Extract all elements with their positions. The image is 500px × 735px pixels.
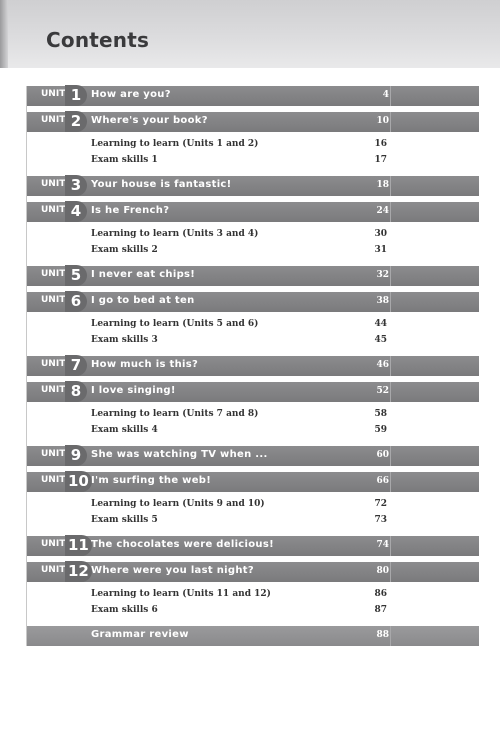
unit-page-number: 80 (376, 566, 389, 576)
subsection-label: Learning to learn (Units 3 and 4) (91, 229, 259, 239)
column-divider (390, 536, 391, 556)
unit-label: UNIT (41, 385, 66, 395)
unit-page-number: 60 (376, 450, 389, 460)
unit-page-number: 46 (376, 360, 389, 370)
column-divider (390, 446, 391, 466)
unit-page-number: 24 (376, 206, 389, 216)
unit-page-number: 38 (376, 296, 389, 306)
unit-row[interactable] (27, 202, 479, 222)
unit-title: Your house is fantastic! (91, 179, 232, 190)
unit-title: How much is this? (91, 359, 199, 370)
subsection-row[interactable] (27, 512, 479, 528)
unit-page-number: 66 (376, 476, 389, 486)
page-title: Contents (46, 28, 150, 52)
subsection-page-number: 87 (374, 605, 387, 615)
unit-subsections (27, 312, 479, 350)
unit-page-number: 4 (382, 90, 389, 100)
unit-row[interactable] (27, 176, 479, 196)
unit-title: I go to bed at ten (91, 295, 195, 306)
unit-subsections (27, 402, 479, 440)
subsection-row[interactable] (27, 136, 479, 152)
subsection-page-number: 16 (374, 139, 387, 149)
subsection-row[interactable] (27, 242, 479, 258)
column-divider (390, 266, 391, 286)
column-divider (390, 202, 391, 222)
unit-subsections (27, 222, 479, 260)
subsection-row[interactable] (27, 496, 479, 512)
unit-number-badge: 12 (65, 561, 92, 582)
subsection-page-number: 58 (374, 409, 387, 419)
grammar-review-row[interactable] (27, 626, 479, 646)
unit-label: UNIT (41, 205, 66, 215)
column-divider (390, 176, 391, 196)
unit-subsections (27, 132, 479, 170)
unit-label: UNIT (41, 89, 66, 99)
subsection-row[interactable] (27, 422, 479, 438)
column-divider (390, 562, 391, 582)
subsection-label: Exam skills 2 (91, 245, 158, 255)
subsection-row[interactable] (27, 586, 479, 602)
unit-number-badge: 6 (65, 291, 87, 312)
unit-label: UNIT (41, 269, 66, 279)
unit-number-badge: 9 (65, 445, 87, 466)
subsection-page-number: 72 (374, 499, 387, 509)
subsection-label: Exam skills 3 (91, 335, 158, 345)
column-divider (390, 472, 391, 492)
unit-title: Where's your book? (91, 115, 208, 126)
unit-number-badge: 4 (65, 201, 87, 222)
subsection-page-number: 59 (374, 425, 387, 435)
unit-row[interactable] (27, 472, 479, 492)
subsection-row[interactable] (27, 316, 479, 332)
contents-table (26, 86, 479, 646)
column-divider (390, 112, 391, 132)
subsection-page-number: 17 (374, 155, 387, 165)
subsection-row[interactable] (27, 406, 479, 422)
unit-label: UNIT (41, 449, 66, 459)
subsection-label: Exam skills 1 (91, 155, 158, 165)
subsection-row[interactable] (27, 602, 479, 618)
unit-title: The chocolates were delicious! (91, 539, 274, 550)
subsection-page-number: 86 (374, 589, 387, 599)
subsection-page-number: 73 (374, 515, 387, 525)
unit-title: I never eat chips! (91, 269, 196, 280)
unit-label: UNIT (41, 179, 66, 189)
unit-title: Where were you last night? (91, 565, 254, 576)
unit-row[interactable] (27, 292, 479, 312)
unit-title: How are you? (91, 89, 171, 100)
subsection-row[interactable] (27, 332, 479, 348)
unit-row[interactable] (27, 356, 479, 376)
column-divider (390, 292, 391, 312)
unit-number-badge: 8 (65, 381, 87, 402)
unit-title: I love singing! (91, 385, 176, 396)
unit-row[interactable] (27, 86, 479, 106)
unit-label: UNIT (41, 565, 66, 575)
unit-page-number: 10 (376, 116, 389, 126)
unit-row[interactable] (27, 562, 479, 582)
subsection-label: Learning to learn (Units 5 and 6) (91, 319, 259, 329)
unit-title: I'm surfing the web! (91, 475, 212, 486)
subsection-label: Exam skills 4 (91, 425, 158, 435)
unit-label: UNIT (41, 115, 66, 125)
unit-title: She was watching TV when ... (91, 449, 268, 460)
unit-page-number: 18 (376, 180, 389, 190)
column-divider (390, 382, 391, 402)
subsection-page-number: 30 (374, 229, 387, 239)
subsection-page-number: 44 (374, 319, 387, 329)
unit-page-number: 52 (376, 386, 389, 396)
unit-number-badge: 11 (65, 535, 92, 556)
unit-row[interactable] (27, 536, 479, 556)
column-divider (390, 356, 391, 376)
unit-number-badge: 7 (65, 355, 87, 376)
subsection-label: Learning to learn (Units 7 and 8) (91, 409, 259, 419)
subsection-label: Learning to learn (Units 11 and 12) (91, 589, 271, 599)
unit-row[interactable] (27, 112, 479, 132)
grammar-review-title: Grammar review (91, 629, 189, 640)
unit-subsections (27, 582, 479, 620)
subsection-page-number: 45 (374, 335, 387, 345)
unit-label: UNIT (41, 359, 66, 369)
unit-label: UNIT (41, 475, 66, 485)
subsection-label: Learning to learn (Units 9 and 10) (91, 499, 265, 509)
subsection-label: Exam skills 5 (91, 515, 158, 525)
subsection-label: Exam skills 6 (91, 605, 158, 615)
unit-row[interactable] (27, 266, 479, 286)
grammar-review-page-number: 88 (376, 630, 389, 640)
unit-number-badge: 1 (65, 85, 87, 106)
column-divider (390, 626, 391, 646)
unit-number-badge: 2 (65, 111, 87, 132)
subsection-label: Learning to learn (Units 1 and 2) (91, 139, 259, 149)
unit-label: UNIT (41, 295, 66, 305)
subsection-row[interactable] (27, 226, 479, 242)
column-divider (390, 86, 391, 106)
unit-number-badge: 3 (65, 175, 87, 196)
subsection-page-number: 31 (374, 245, 387, 255)
unit-title: Is he French? (91, 205, 170, 216)
unit-number-badge: 10 (65, 471, 92, 492)
unit-label: UNIT (41, 539, 66, 549)
unit-row[interactable] (27, 446, 479, 466)
unit-page-number: 74 (376, 540, 389, 550)
unit-page-number: 32 (376, 270, 389, 280)
unit-subsections (27, 492, 479, 530)
unit-row[interactable] (27, 382, 479, 402)
unit-number-badge: 5 (65, 265, 87, 286)
subsection-row[interactable] (27, 152, 479, 168)
